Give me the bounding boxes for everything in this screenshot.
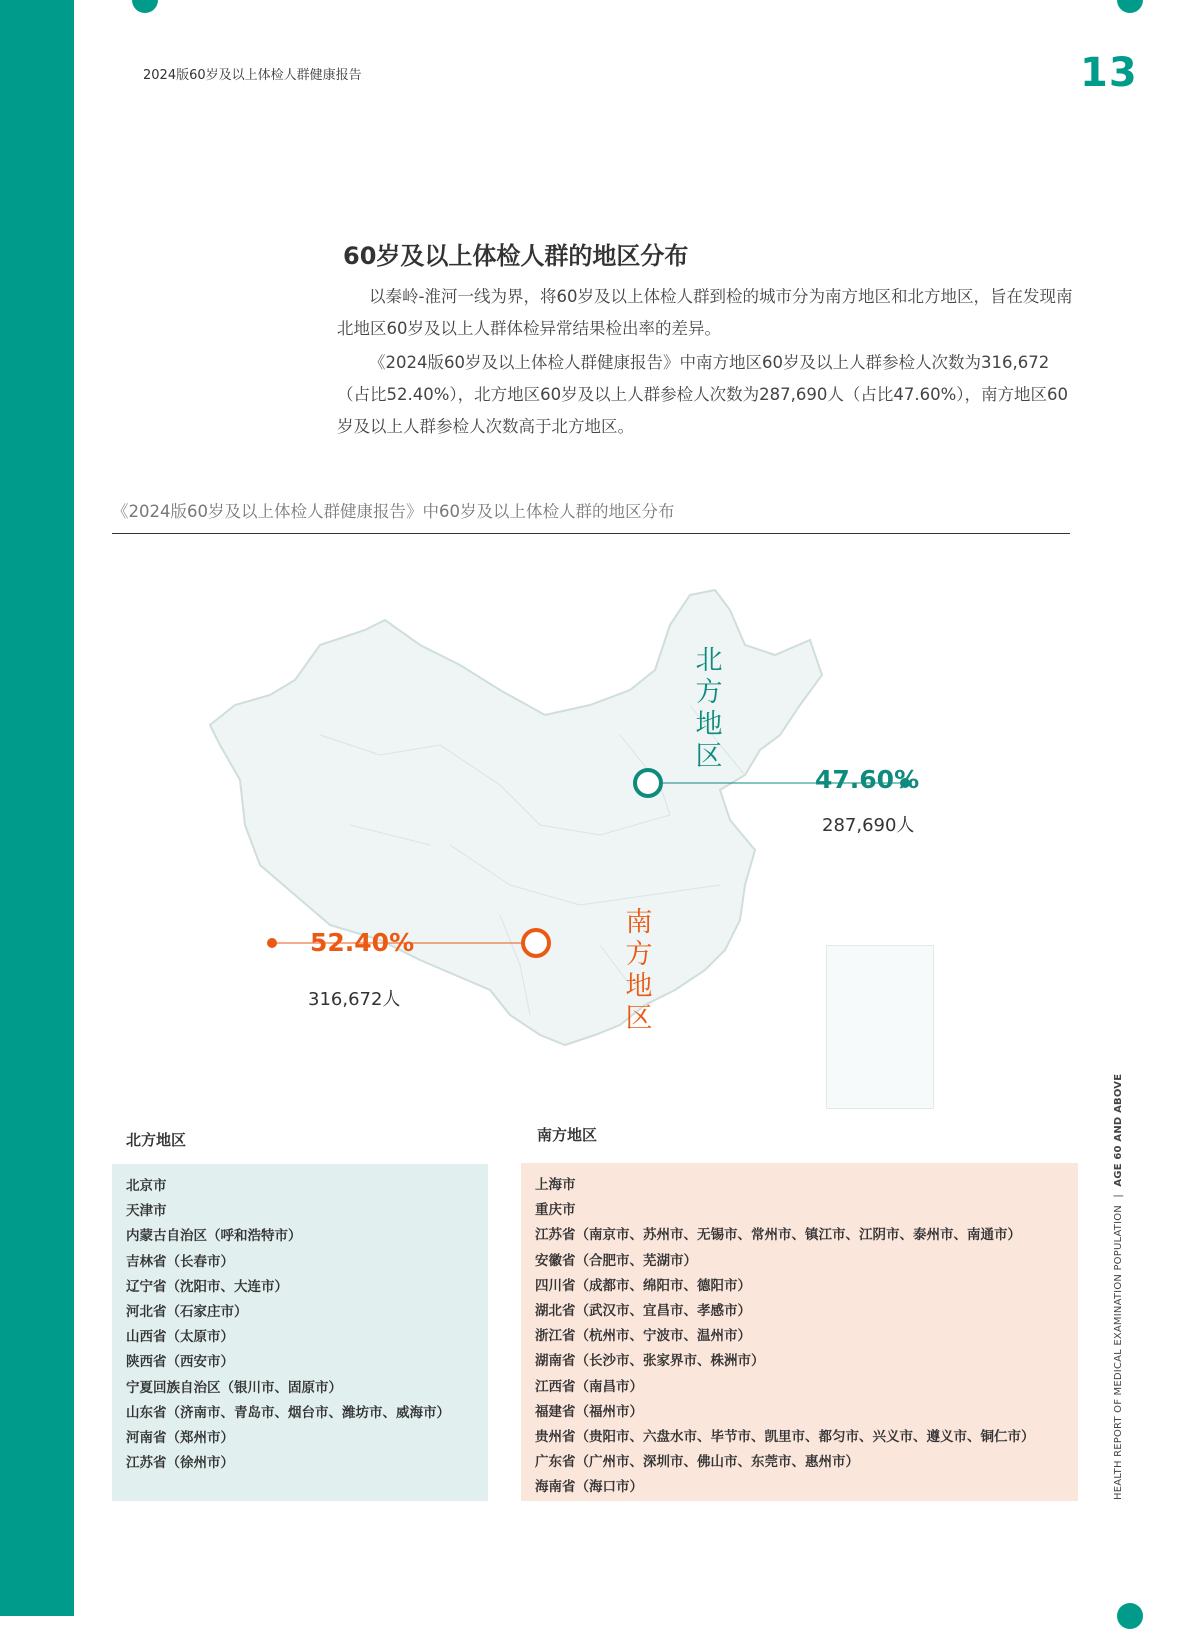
top-right-decor-dot bbox=[1117, 0, 1143, 13]
page-number: 13 bbox=[1080, 50, 1138, 96]
north-percentage: 47.60% bbox=[815, 765, 920, 794]
south-list-item: 江苏省（南京市、苏州市、无锡市、常州市、镇江市、江阴市、泰州市、南通市） bbox=[535, 1227, 1021, 1244]
south-list-item: 江西省（南昌市） bbox=[535, 1378, 643, 1395]
north-list-item: 江苏省（徐州市） bbox=[126, 1455, 234, 1472]
south-label-char: 方 bbox=[625, 939, 653, 970]
north-region-marker bbox=[635, 770, 661, 796]
china-map-outline bbox=[210, 590, 822, 1045]
south-china-sea-inset bbox=[826, 945, 934, 1109]
side-color-band bbox=[0, 0, 74, 1616]
caption-divider bbox=[112, 533, 1070, 534]
side-caption-report: HEALTH REPORT OF MEDICAL EXAMINATION POPULATION bbox=[1113, 1205, 1124, 1500]
south-count: 316,672人 bbox=[308, 989, 401, 1010]
report-header-title: 2024版60岁及以上体检人群健康报告 bbox=[143, 68, 362, 83]
south-label-char: 地 bbox=[625, 971, 653, 1002]
figure-caption: 《2024版60岁及以上体检人群健康报告》中60岁及以上体检人群的地区分布 bbox=[112, 502, 675, 521]
south-list-item: 安徽省（合肥市、芜湖市） bbox=[535, 1252, 697, 1269]
south-region-marker bbox=[523, 930, 549, 956]
bottom-right-decor-dot bbox=[1117, 1603, 1143, 1629]
north-count: 287,690人 bbox=[822, 815, 915, 836]
top-left-decor-dot bbox=[132, 0, 158, 13]
north-region-label bbox=[693, 645, 725, 773]
north-label-char: 地 bbox=[695, 709, 723, 740]
north-list-item: 辽宁省（沈阳市、大连市） bbox=[126, 1278, 288, 1295]
south-percentage: 52.40% bbox=[310, 928, 415, 957]
south-list-item: 上海市 bbox=[535, 1177, 576, 1193]
north-list-heading: 北方地区 bbox=[126, 1131, 187, 1149]
south-city-list-box bbox=[521, 1163, 1078, 1501]
south-list-item: 浙江省（杭州市、宁波市、温州市） bbox=[535, 1328, 751, 1345]
north-list-item: 陕西省（西安市） bbox=[126, 1354, 234, 1371]
south-list-item: 贵州省（贵阳市、六盘水市、毕节市、凯里市、都匀市、兴义市、遵义市、铜仁市） bbox=[535, 1429, 1035, 1446]
south-leader-endpoint bbox=[267, 938, 277, 948]
section-title: 60岁及以上体检人群的地区分布 bbox=[343, 242, 689, 270]
side-caption-separator: | bbox=[1113, 1194, 1124, 1198]
north-list-item: 宁夏回族自治区（银川市、固原市） bbox=[126, 1379, 342, 1396]
north-list-item: 天津市 bbox=[126, 1203, 167, 1220]
stats-paragraph: 《2024版60岁及以上体检人群健康报告》中南方地区60岁及以上人群参检人次数为316,672（占比52.40%），北方地区60岁及以上人群参检人次数为287,690人（占比47.60%），南方地区60岁及以上人群参检人次数高于北方地区。 bbox=[337, 353, 1069, 436]
china-region-map bbox=[200, 585, 960, 1120]
south-list-item: 湖南省（长沙市、张家界市、株洲市） bbox=[535, 1353, 765, 1370]
south-list-item: 重庆市 bbox=[535, 1202, 576, 1219]
north-list-item: 河南省（郑州市） bbox=[126, 1430, 234, 1447]
intro-paragraph: 以秦岭-淮河一线为界，将60岁及以上体检人群到检的城市分为南方地区和北方地区，旨在发现南北地区60岁及以上人群体检异常结果检出率的差异。 bbox=[337, 287, 1073, 338]
south-list-heading: 南方地区 bbox=[537, 1126, 598, 1144]
north-city-list-box bbox=[112, 1164, 488, 1501]
side-caption-age: AGE 60 AND ABOVE bbox=[1113, 1073, 1124, 1187]
south-label-char: 南 bbox=[625, 907, 653, 938]
north-list-item: 山东省（济南市、青岛市、烟台市、潍坊市、威海市） bbox=[126, 1404, 450, 1421]
north-label-char: 方 bbox=[695, 677, 723, 708]
north-list-item: 河北省（石家庄市） bbox=[126, 1304, 248, 1321]
north-label-char: 区 bbox=[695, 741, 723, 772]
north-list-item: 山西省（太原市） bbox=[126, 1329, 234, 1346]
south-label-char: 区 bbox=[625, 1003, 653, 1034]
south-list-item: 海南省（海口市） bbox=[535, 1479, 643, 1496]
north-list-item: 北京市 bbox=[126, 1178, 167, 1194]
south-list-item: 广东省（广州市、深圳市、佛山市、东莞市、惠州市） bbox=[535, 1454, 859, 1471]
north-list-item: 内蒙古自治区（呼和浩特市） bbox=[126, 1228, 302, 1245]
north-label-char: 北 bbox=[695, 645, 723, 676]
south-region-label bbox=[623, 907, 655, 1035]
south-city-list bbox=[535, 1173, 1064, 1501]
vertical-side-caption bbox=[1113, 1074, 1124, 1500]
south-list-item: 福建省（福州市） bbox=[535, 1403, 643, 1420]
north-city-list bbox=[126, 1174, 474, 1476]
south-list-item: 四川省（成都市、绵阳市、德阳市） bbox=[535, 1277, 751, 1294]
north-list-item: 吉林省（长春市） bbox=[126, 1253, 234, 1270]
south-list-item: 湖北省（武汉市、宜昌市、孝感市） bbox=[535, 1303, 751, 1320]
